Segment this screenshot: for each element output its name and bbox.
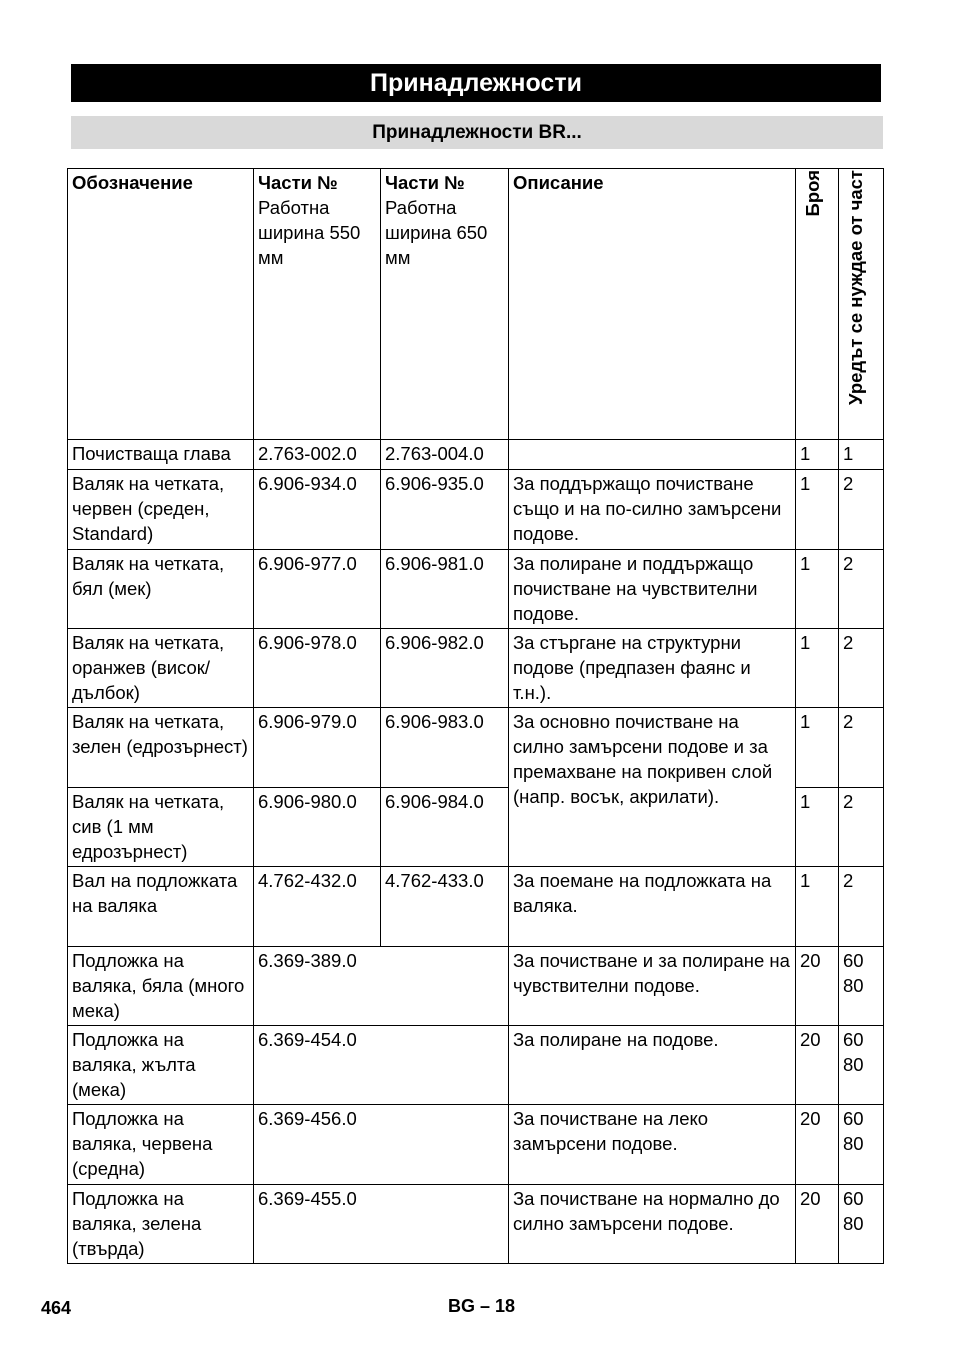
page-title: Принадлежности [71, 64, 881, 102]
cell-description [509, 440, 796, 470]
cell-quantity: 1 [796, 629, 839, 708]
cell-part-550: 6.906-934.0 [254, 470, 381, 549]
cell-designation: Подложка на валяка, червена (средна) [68, 1105, 254, 1184]
table-header-row [68, 169, 884, 440]
cell-device-needs: 2 [839, 549, 884, 628]
table-row [68, 1184, 884, 1263]
cell-part-550: 4.762-432.0 [254, 867, 381, 946]
col-part-650: Части № Работна ширина 650 мм [381, 169, 509, 440]
cell-description: За поемане на подложката на валяка. [509, 867, 796, 946]
cell-description: За почистване на нормално до силно замърсени подове. [509, 1184, 796, 1263]
table-row [68, 1105, 884, 1184]
cell-designation: Валяк на четката, червен (среден, Standard) [68, 470, 254, 549]
cell-description: За стъргане на структурни подове (предпазен фаянс и т.н.). [509, 629, 796, 708]
col-quantity: Броя [796, 169, 839, 440]
cell-device-needs: 60 80 [839, 1025, 884, 1104]
cell-quantity: 1 [796, 549, 839, 628]
cell-device-needs: 2 [839, 867, 884, 946]
cell-part-number: 6.369-456.0 [254, 1105, 509, 1184]
cell-designation: Вал на подложката на валяка [68, 867, 254, 946]
cell-part-550: 6.906-979.0 [254, 708, 381, 787]
cell-quantity: 20 [796, 1184, 839, 1263]
cell-quantity: 20 [796, 946, 839, 1025]
cell-part-650: 6.906-982.0 [381, 629, 509, 708]
col-part-550: Части № Работна ширина 550 мм [254, 169, 381, 440]
cell-designation: Подложка на валяка, бяла (много мека) [68, 946, 254, 1025]
col-device-needs: Уредът се нуждае от част [839, 169, 884, 440]
cell-device-needs: 2 [839, 708, 884, 787]
col-description: Описание [509, 169, 796, 440]
cell-part-650: 6.906-981.0 [381, 549, 509, 628]
table-row [68, 440, 884, 470]
table-row [68, 1025, 884, 1104]
table-row [68, 946, 884, 1025]
cell-designation: Валяк на четката, бял (мек) [68, 549, 254, 628]
cell-description: За поддържащо почистване също и на по-силно замърсени подове. [509, 470, 796, 549]
cell-description: За почистване и за полиране на чувствителни подове. [509, 946, 796, 1025]
cell-designation: Валяк на четката, зелен (едрозърнест) [68, 708, 254, 787]
cell-part-650: 6.906-983.0 [381, 708, 509, 787]
cell-device-needs: 2 [839, 787, 884, 866]
cell-device-needs: 60 80 [839, 946, 884, 1025]
cell-part-650: 6.906-984.0 [381, 787, 509, 866]
cell-designation: Валяк на четката, оранжев (висок/ дълбок) [68, 629, 254, 708]
accessories-table [67, 168, 884, 1264]
cell-device-needs: 60 80 [839, 1105, 884, 1184]
cell-part-number: 6.369-389.0 [254, 946, 509, 1025]
col-designation: Обозначение [68, 169, 254, 440]
cell-quantity: 20 [796, 1025, 839, 1104]
cell-device-needs: 2 [839, 629, 884, 708]
cell-device-needs: 1 [839, 440, 884, 470]
cell-part-550: 6.906-980.0 [254, 787, 381, 866]
table-row [68, 867, 884, 946]
page-number: 464 [41, 1298, 72, 1318]
table-row [68, 549, 884, 628]
cell-part-650: 2.763-004.0 [381, 440, 509, 470]
cell-description: За полиране на подове. [509, 1025, 796, 1104]
table-row [68, 629, 884, 708]
section-title: Принадлежности BR... [71, 116, 883, 149]
cell-device-needs: 60 80 [839, 1184, 884, 1263]
cell-part-550: 2.763-002.0 [254, 440, 381, 470]
cell-part-number: 6.369-454.0 [254, 1025, 509, 1104]
cell-quantity: 1 [796, 867, 839, 946]
table-row [68, 470, 884, 549]
page-code: BG – 18 [448, 1296, 516, 1316]
cell-description: За основно почистване на силно замърсени подове и за премахване на покривен слой (напр. восък, акрилати). [509, 708, 796, 867]
cell-designation: Подложка на валяка, жълта (мека) [68, 1025, 254, 1104]
cell-description: За полиране и поддържащо почистване на чувствителни подове. [509, 549, 796, 628]
cell-quantity: 1 [796, 470, 839, 549]
cell-part-650: 4.762-433.0 [381, 867, 509, 946]
cell-quantity: 20 [796, 1105, 839, 1184]
cell-designation: Почистваща глава [68, 440, 254, 470]
cell-quantity: 1 [796, 440, 839, 470]
cell-part-number: 6.369-455.0 [254, 1184, 509, 1263]
cell-designation: Подложка на валяка, зелена (твърда) [68, 1184, 254, 1263]
cell-quantity: 1 [796, 787, 839, 866]
cell-part-550: 6.906-978.0 [254, 629, 381, 708]
cell-device-needs: 2 [839, 470, 884, 549]
cell-part-650: 6.906-935.0 [381, 470, 509, 549]
cell-quantity: 1 [796, 708, 839, 787]
cell-part-550: 6.906-977.0 [254, 549, 381, 628]
table-row [68, 708, 884, 787]
cell-designation: Валяк на четката, сив (1 мм едрозърнест) [68, 787, 254, 866]
cell-description: За почистване на леко замърсени подове. [509, 1105, 796, 1184]
